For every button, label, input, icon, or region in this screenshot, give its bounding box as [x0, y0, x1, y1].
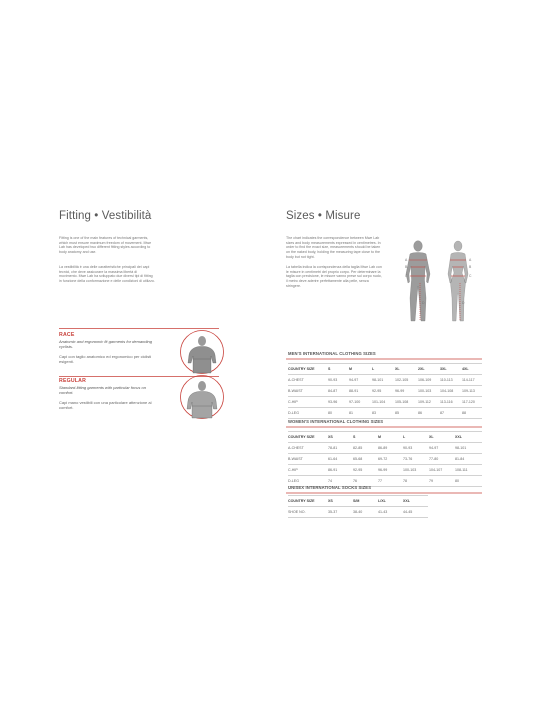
table-cell: 109-113 [462, 389, 475, 393]
table-cell: 92-95 [353, 468, 363, 472]
race-desc-en: Anatomic and ergonomic fit garments for demanding cyclists. [59, 339, 152, 349]
race-desc-it: Capi con taglio anatomico ed ergonomico per ciclisti esigenti. [59, 354, 152, 364]
table-cell: C-HIP [288, 400, 298, 404]
table-cell: 80 [328, 411, 332, 415]
table-cell: 93-96 [328, 400, 338, 404]
header-cell: S/M [353, 499, 360, 503]
header-cell: XXL [455, 435, 462, 439]
regular-fit-figure [178, 374, 226, 420]
table-cell: 100-103 [418, 389, 432, 393]
table-cell: B-WAIST [288, 457, 303, 461]
table-cell: 105-108 [395, 400, 409, 404]
woman-label-a: A [469, 258, 472, 262]
table-cell: 100-103 [403, 468, 417, 472]
table-row [288, 386, 482, 397]
table-cell: 92-95 [372, 389, 382, 393]
header-cell: M [378, 435, 381, 439]
header-cell: M [349, 367, 352, 371]
regular-title: REGULAR [59, 378, 87, 384]
body-measurement-figures [398, 236, 484, 326]
man-label-d: D [422, 301, 425, 305]
table-row [288, 454, 482, 465]
table-cell: 79 [429, 479, 433, 483]
table-cell: D-LEG [288, 411, 299, 415]
table-row [288, 375, 482, 386]
sizes-title: Sizes • Misure [286, 210, 361, 222]
table-row [288, 507, 428, 518]
table-cell: 106-109 [418, 378, 432, 382]
header-cell: 2XL [418, 367, 425, 371]
table-cell: 81 [349, 411, 353, 415]
table-cell: 65-68 [353, 457, 363, 461]
table-cell: 87 [440, 411, 444, 415]
header-cell: COUNTRY SIZE [288, 499, 315, 503]
table-cell: 97-100 [349, 400, 361, 404]
header-cell: L [372, 367, 375, 371]
table-cell: 77 [378, 479, 382, 483]
table-cell: 104-107 [429, 468, 443, 472]
race-fit-figure [178, 329, 226, 375]
table-cell: 61-64 [328, 457, 338, 461]
table-cell: 69-72 [378, 457, 388, 461]
header-cell: XXL [403, 499, 410, 503]
table-cell: 90-93 [403, 446, 413, 450]
table-cell: 102-105 [395, 378, 409, 382]
sizes-intro-en: The chart indicates the correspondence between Mwe Lab sizes and body measurements expressed in centimetres. In order to find the exact size, measurements should be taken on the naked body, holding the measuring tape close to the body but not tight. [286, 236, 381, 259]
fitting-intro-en: Fitting is one of the main features of technical garments, which must ensure maximum freedom of movement. Mwe Lab has developed two different fitting styles according to body anatomy and use. [59, 236, 152, 255]
table-cell: 44-45 [403, 510, 413, 514]
table-cell: 101-104 [372, 400, 386, 404]
men-title-rule [286, 358, 482, 360]
header-cell: COUNTRY SIZE [288, 435, 315, 439]
woman-label-b: B [469, 265, 472, 269]
table-cell: 98-101 [372, 378, 384, 382]
women-title-rule [286, 426, 482, 428]
table-cell: SHOE NO. [288, 510, 306, 514]
table-cell: 110-113 [440, 378, 453, 382]
man-label-c: C [405, 274, 408, 278]
sizes-intro-it: La tabella indica la corrispondenza della taglia Mwe Lab con le misure in centimetri del proprio corpo. Per determinare la taglia con precisione, le misure vanno prese sul corpo nudo, il metro deve aderire perfettamente alla pelle, senza stringere. [286, 265, 382, 288]
men-size-table [288, 363, 482, 419]
table-cell: 38-40 [353, 510, 363, 514]
men-sizes-title: MEN'S INTERNATIONAL CLOTHING SIZES [288, 351, 376, 356]
table-cell: A-CHEST [288, 378, 304, 382]
table-cell: 78-81 [328, 446, 338, 450]
socks-title-rule [286, 492, 482, 494]
table-cell: A-CHEST [288, 446, 304, 450]
table-row [288, 443, 482, 454]
table-cell: 85 [395, 411, 399, 415]
table-cell: 96-99 [378, 468, 388, 472]
header-cell: 3XL [440, 367, 447, 371]
table-cell: 88-91 [349, 389, 359, 393]
table-header-row [288, 432, 482, 443]
woman-label-c: C [469, 274, 472, 278]
table-cell: 35-37 [328, 510, 338, 514]
table-cell: 83 [372, 411, 376, 415]
women-size-table [288, 431, 482, 487]
table-cell: 113-116 [440, 400, 453, 404]
table-cell: 76 [353, 479, 357, 483]
table-cell: 90-93 [328, 378, 338, 382]
table-cell: 74 [328, 479, 332, 483]
man-label-a: A [405, 258, 408, 262]
header-cell: S [328, 367, 331, 371]
table-cell: 41-43 [378, 510, 388, 514]
man-figure [406, 241, 430, 321]
fitting-intro-it: La vestibilità è una delle caratteristiche principali dei capi tecnici, che deve assicurare la massima libertà di movimento. Mwe Lab ha sviluppato due diversi tipi di fitting in funzione della conformazione e delle condizioni di utilizzo. [59, 265, 155, 284]
table-cell: 96-99 [395, 389, 405, 393]
header-cell: L [403, 435, 406, 439]
table-cell: 84-87 [328, 389, 338, 393]
table-row [288, 408, 482, 419]
woman-figure [448, 241, 468, 321]
header-cell: XL [429, 435, 434, 439]
header-cell: 4XL [462, 367, 469, 371]
table-cell: 78 [403, 479, 407, 483]
table-row [288, 465, 482, 476]
table-cell: 94-97 [349, 378, 359, 382]
women-sizes-title: WOMEN'S INTERNATIONAL CLOTHING SIZES [288, 419, 384, 424]
table-cell: 81-84 [455, 457, 465, 461]
race-title: RACE [59, 332, 75, 338]
socks-sizes-title: UNISEX INTERNATIONAL SOCKS SIZES [288, 485, 372, 490]
header-cell: XS [328, 435, 333, 439]
table-cell: 86 [418, 411, 422, 415]
table-cell: 117-120 [462, 400, 475, 404]
table-cell: D-LEG [288, 479, 299, 483]
woman-label-d: D [462, 301, 465, 305]
table-cell: 73-76 [403, 457, 413, 461]
table-header-row [288, 496, 428, 507]
table-cell: 104-108 [440, 389, 454, 393]
regular-desc-it: Capi mano vestibili con una particolare attenzione al comfort. [59, 400, 152, 410]
header-cell: L/XL [378, 499, 386, 503]
header-cell: XL [395, 367, 400, 371]
socks-size-table [288, 495, 428, 518]
table-cell: 108-111 [455, 468, 468, 472]
table-cell: 86-91 [328, 468, 338, 472]
table-cell: 77-80 [429, 457, 439, 461]
table-cell: 88 [462, 411, 466, 415]
table-cell: 109-112 [418, 400, 431, 404]
header-cell: S [353, 435, 356, 439]
table-cell: 82-85 [353, 446, 363, 450]
header-cell: COUNTRY SIZE [288, 367, 315, 371]
man-label-b: B [405, 265, 408, 269]
table-cell: B-WAIST [288, 389, 303, 393]
table-cell: 80 [455, 479, 459, 483]
header-cell: XS [328, 499, 333, 503]
table-row [288, 397, 482, 408]
table-cell: 98-101 [455, 446, 467, 450]
table-cell: 86-89 [378, 446, 388, 450]
table-header-row [288, 364, 482, 375]
table-cell: C-HIP [288, 468, 298, 472]
table-cell: 94-97 [429, 446, 439, 450]
regular-desc-en: Standard-fitting garments with particular focus on comfort. [59, 385, 146, 395]
table-cell: 114-117 [462, 378, 475, 382]
fitting-title: Fitting • Vestibilità [59, 210, 152, 222]
